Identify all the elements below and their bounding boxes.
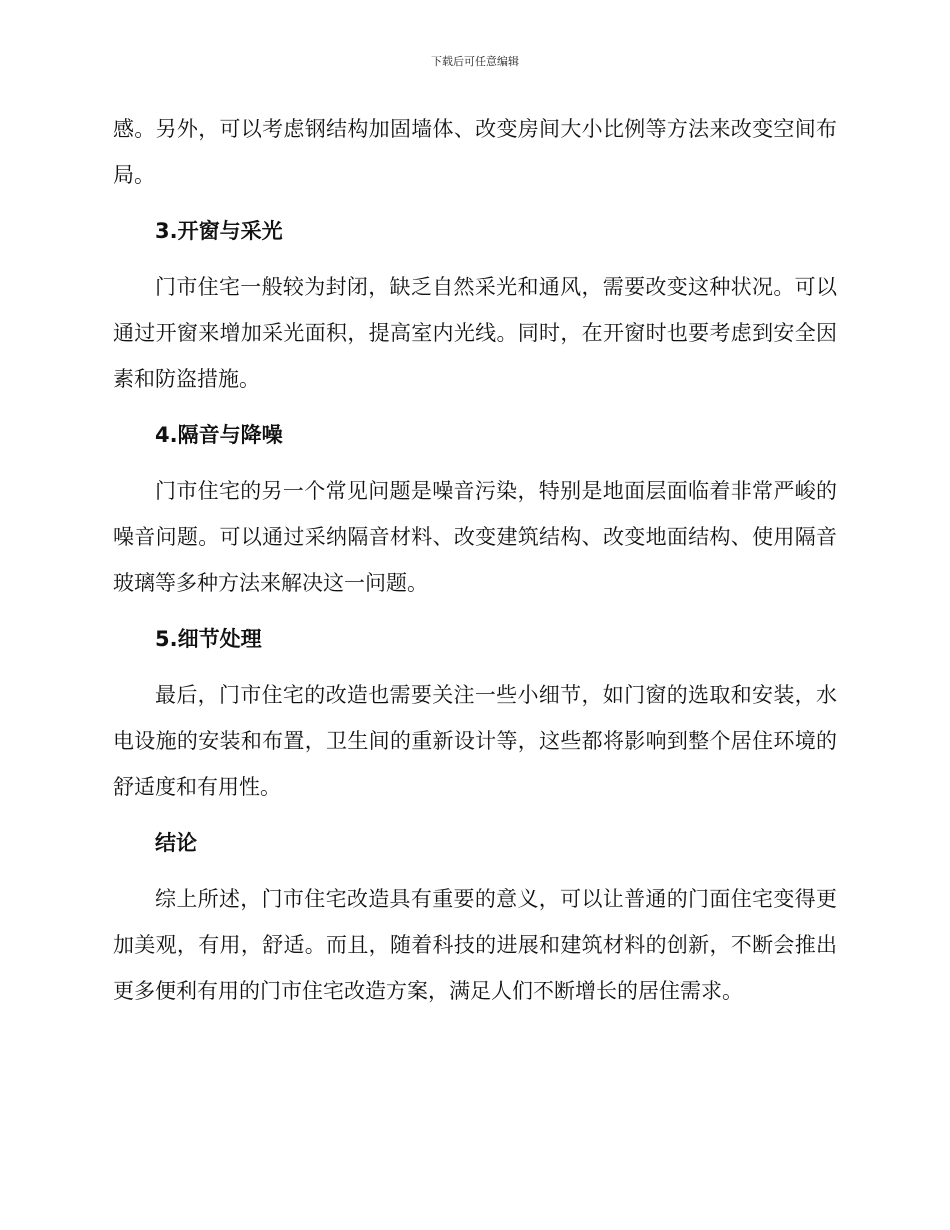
document-body	[113, 106, 837, 1014]
section-4-heading: 4.隔音与降噪	[155, 423, 283, 447]
section-3-heading: 3.开窗与采光	[155, 219, 283, 243]
conclusion-paragraph: 综上所述，门市住宅改造具有重要的意义，可以让普通的门面住宅变得更加美观，有用，舒适。而且，随着科技的进展和建筑材料的创新，不断会推出更多便利有用的门市住宅改造方案，满足人们不断增长的居住需求。	[113, 887, 837, 1003]
conclusion-heading: 结论	[155, 831, 197, 855]
section-4-paragraph: 门市住宅的另一个常见问题是噪音污染，特别是地面层面临着非常严峻的噪音问题。可以通过采纳隔音材料、改变建筑结构、改变地面结构、使用隔音玻璃等多种方法来解决这一问题。	[113, 479, 837, 595]
intro-continuation-paragraph: 感。另外，可以考虑钢结构加固墙体、改变房间大小比例等方法来改变空间布局。	[113, 117, 837, 187]
section-5-heading: 5.细节处理	[155, 627, 262, 651]
section-3-paragraph: 门市住宅一般较为封闭，缺乏自然采光和通风，需要改变这种状况。可以通过开窗来增加采光面积，提高室内光线。同时，在开窗时也要考虑到安全因素和防盗措施。	[113, 275, 837, 391]
section-5-paragraph: 最后，门市住宅的改造也需要关注一些小细节，如门窗的选取和安装，水电设施的安装和布置，卫生间的重新设计等，这些都将影响到整个居住环境的舒适度和有用性。	[113, 683, 837, 799]
page-header: 下载后可任意编辑	[431, 55, 519, 68]
